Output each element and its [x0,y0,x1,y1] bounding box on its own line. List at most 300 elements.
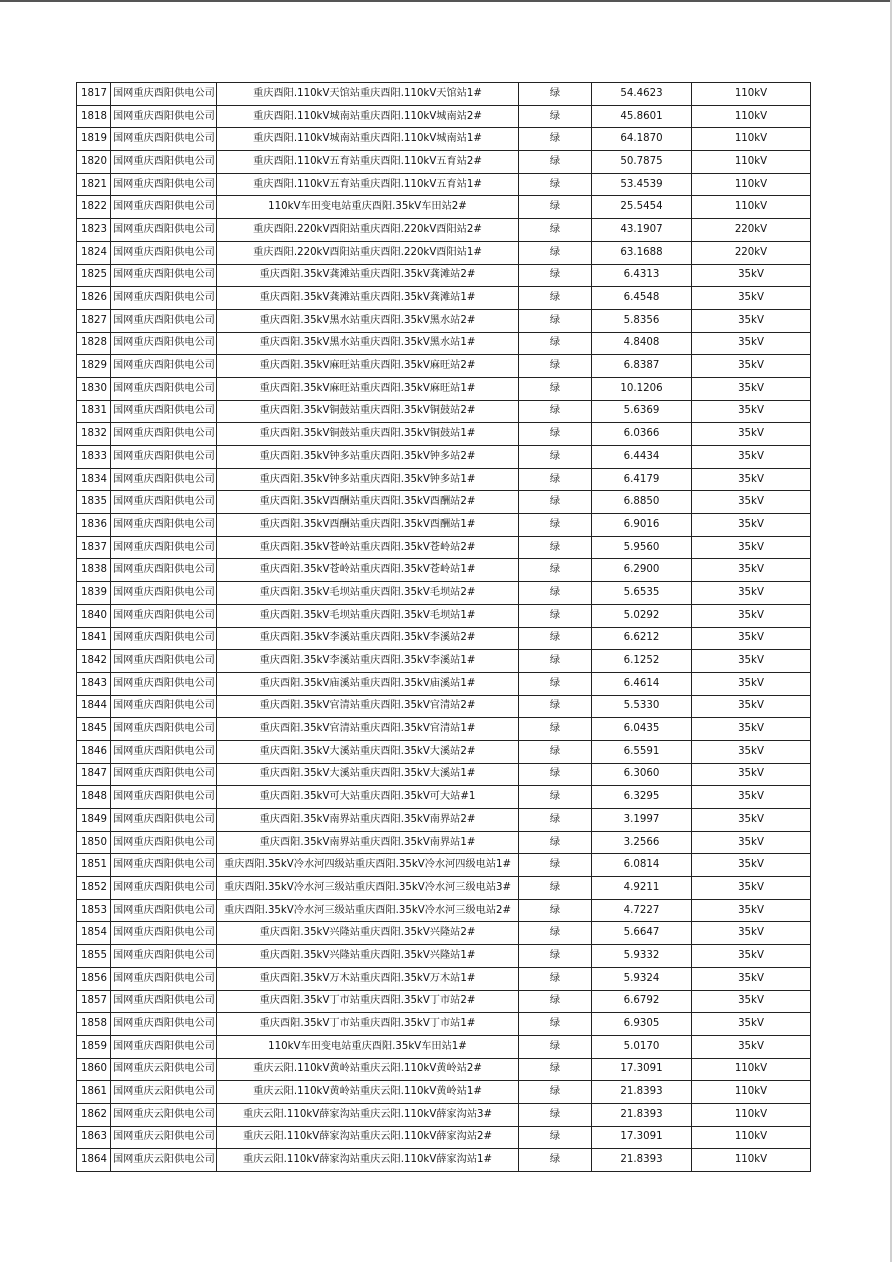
cell-value: 6.4434 [592,446,692,469]
cell-station-name: 重庆酉阳.35kV兴隆站重庆酉阳.35kV兴隆站2# [217,922,519,945]
cell-status-color: 绿 [519,264,592,287]
cell-station-name: 重庆酉阳.35kV可大站重庆酉阳.35kV可大站#1 [217,786,519,809]
cell-company: 国网重庆酉阳供电公司 [111,831,217,854]
cell-index: 1845 [77,718,111,741]
cell-company: 国网重庆酉阳供电公司 [111,377,217,400]
table-row [77,877,811,900]
cell-index: 1861 [77,1081,111,1104]
cell-value: 63.1688 [592,241,692,264]
cell-station-name: 重庆酉阳.35kV李溪站重庆酉阳.35kV李溪站2# [217,627,519,650]
cell-status-color: 绿 [519,105,592,128]
cell-status-color: 绿 [519,740,592,763]
cell-voltage: 35kV [692,400,811,423]
cell-voltage: 35kV [692,1035,811,1058]
cell-index: 1849 [77,809,111,832]
cell-value: 5.5330 [592,695,692,718]
cell-index: 1819 [77,128,111,151]
cell-station-name: 重庆酉阳.35kV酉酬站重庆酉阳.35kV酉酬站2# [217,491,519,514]
cell-voltage: 35kV [692,582,811,605]
cell-voltage: 110kV [692,173,811,196]
cell-value: 6.8850 [592,491,692,514]
cell-index: 1842 [77,650,111,673]
cell-status-color: 绿 [519,446,592,469]
cell-value: 10.1206 [592,377,692,400]
cell-company: 国网重庆酉阳供电公司 [111,468,217,491]
cell-station-name: 重庆酉阳.35kV铜鼓站重庆酉阳.35kV铜鼓站2# [217,400,519,423]
cell-value: 5.8356 [592,309,692,332]
cell-index: 1838 [77,559,111,582]
cell-index: 1835 [77,491,111,514]
cell-status-color: 绿 [519,763,592,786]
cell-station-name: 重庆酉阳.220kV酉阳站重庆酉阳.220kV酉阳站1# [217,241,519,264]
cell-status-color: 绿 [519,514,592,537]
cell-voltage: 110kV [692,1058,811,1081]
cell-value: 5.9332 [592,945,692,968]
cell-station-name: 重庆云阳.110kV薛家沟站重庆云阳.110kV薛家沟站1# [217,1149,519,1172]
cell-index: 1864 [77,1149,111,1172]
cell-company: 国网重庆酉阳供电公司 [111,763,217,786]
cell-value: 25.5454 [592,196,692,219]
cell-station-name: 重庆酉阳.35kV麻旺站重庆酉阳.35kV麻旺站2# [217,355,519,378]
table-row [77,332,811,355]
cell-company: 国网重庆酉阳供电公司 [111,83,217,106]
cell-index: 1847 [77,763,111,786]
cell-index: 1862 [77,1103,111,1126]
cell-station-name: 重庆酉阳.35kV麻旺站重庆酉阳.35kV麻旺站1# [217,377,519,400]
cell-status-color: 绿 [519,377,592,400]
cell-company: 国网重庆酉阳供电公司 [111,173,217,196]
cell-station-name: 重庆云阳.110kV薛家沟站重庆云阳.110kV薛家沟站3# [217,1103,519,1126]
table-row [77,718,811,741]
cell-index: 1858 [77,1013,111,1036]
table-row [77,1035,811,1058]
cell-station-name: 重庆酉阳.35kV庙溪站重庆酉阳.35kV庙溪站1# [217,672,519,695]
cell-company: 国网重庆酉阳供电公司 [111,695,217,718]
cell-index: 1850 [77,831,111,854]
cell-status-color: 绿 [519,1035,592,1058]
cell-station-name: 重庆酉阳.35kV苍岭站重庆酉阳.35kV苍岭站1# [217,559,519,582]
cell-station-name: 重庆酉阳.35kV铜鼓站重庆酉阳.35kV铜鼓站1# [217,423,519,446]
table-row [77,128,811,151]
cell-status-color: 绿 [519,1126,592,1149]
cell-voltage: 35kV [692,309,811,332]
cell-company: 国网重庆酉阳供电公司 [111,446,217,469]
cell-value: 5.6535 [592,582,692,605]
cell-station-name: 重庆酉阳.35kV龚滩站重庆酉阳.35kV龚滩站1# [217,287,519,310]
cell-index: 1824 [77,241,111,264]
cell-company: 国网重庆酉阳供电公司 [111,309,217,332]
cell-voltage: 35kV [692,740,811,763]
cell-company: 国网重庆酉阳供电公司 [111,604,217,627]
cell-voltage: 35kV [692,650,811,673]
cell-status-color: 绿 [519,809,592,832]
cell-status-color: 绿 [519,400,592,423]
table-row [77,105,811,128]
cell-company: 国网重庆酉阳供电公司 [111,718,217,741]
cell-voltage: 35kV [692,491,811,514]
cell-value: 45.8601 [592,105,692,128]
cell-index: 1843 [77,672,111,695]
cell-value: 6.9305 [592,1013,692,1036]
cell-company: 国网重庆酉阳供电公司 [111,672,217,695]
table-row [77,287,811,310]
cell-company: 国网重庆酉阳供电公司 [111,922,217,945]
cell-company: 国网重庆酉阳供电公司 [111,854,217,877]
table-body [77,83,811,1172]
cell-index: 1851 [77,854,111,877]
cell-value: 5.0170 [592,1035,692,1058]
cell-status-color: 绿 [519,128,592,151]
cell-voltage: 110kV [692,128,811,151]
cell-status-color: 绿 [519,332,592,355]
cell-station-name: 重庆酉阳.35kV钟多站重庆酉阳.35kV钟多站2# [217,446,519,469]
cell-company: 国网重庆酉阳供电公司 [111,491,217,514]
cell-station-name: 重庆云阳.110kV薛家沟站重庆云阳.110kV薛家沟站2# [217,1126,519,1149]
table-row [77,559,811,582]
cell-status-color: 绿 [519,786,592,809]
cell-voltage: 35kV [692,854,811,877]
table-row [77,831,811,854]
table-row [77,491,811,514]
cell-station-name: 重庆酉阳.35kV官清站重庆酉阳.35kV官清站2# [217,695,519,718]
table-row [77,922,811,945]
cell-index: 1818 [77,105,111,128]
cell-index: 1832 [77,423,111,446]
cell-value: 6.5591 [592,740,692,763]
cell-status-color: 绿 [519,151,592,174]
cell-voltage: 35kV [692,899,811,922]
cell-status-color: 绿 [519,604,592,627]
cell-station-name: 重庆酉阳.35kV南界站重庆酉阳.35kV南界站2# [217,809,519,832]
cell-status-color: 绿 [519,241,592,264]
cell-company: 国网重庆酉阳供电公司 [111,105,217,128]
cell-voltage: 35kV [692,763,811,786]
cell-value: 43.1907 [592,219,692,242]
cell-status-color: 绿 [519,990,592,1013]
page-top-border [0,0,892,2]
cell-station-name: 重庆酉阳.35kV黑水站重庆酉阳.35kV黑水站2# [217,309,519,332]
table-row [77,514,811,537]
cell-status-color: 绿 [519,695,592,718]
cell-value: 6.4313 [592,264,692,287]
cell-status-color: 绿 [519,877,592,900]
table-row [77,1103,811,1126]
cell-company: 国网重庆酉阳供电公司 [111,740,217,763]
cell-voltage: 35kV [692,332,811,355]
cell-index: 1833 [77,446,111,469]
cell-station-name: 重庆酉阳.35kV大溪站重庆酉阳.35kV大溪站1# [217,763,519,786]
cell-status-color: 绿 [519,967,592,990]
cell-station-name: 重庆酉阳.35kV李溪站重庆酉阳.35kV李溪站1# [217,650,519,673]
cell-value: 5.6647 [592,922,692,945]
cell-voltage: 35kV [692,536,811,559]
cell-company: 国网重庆酉阳供电公司 [111,809,217,832]
table-row [77,582,811,605]
cell-index: 1825 [77,264,111,287]
cell-company: 国网重庆酉阳供电公司 [111,967,217,990]
cell-voltage: 110kV [692,1081,811,1104]
cell-company: 国网重庆酉阳供电公司 [111,990,217,1013]
cell-voltage: 110kV [692,196,811,219]
cell-status-color: 绿 [519,536,592,559]
cell-status-color: 绿 [519,1013,592,1036]
cell-company: 国网重庆酉阳供电公司 [111,877,217,900]
cell-value: 5.9560 [592,536,692,559]
cell-voltage: 110kV [692,1149,811,1172]
cell-voltage: 35kV [692,967,811,990]
cell-company: 国网重庆酉阳供电公司 [111,1035,217,1058]
table-row [77,219,811,242]
table-row [77,173,811,196]
cell-voltage: 110kV [692,1103,811,1126]
cell-voltage: 35kV [692,877,811,900]
cell-voltage: 35kV [692,423,811,446]
cell-value: 6.0435 [592,718,692,741]
cell-voltage: 35kV [692,377,811,400]
table-row [77,650,811,673]
cell-index: 1821 [77,173,111,196]
cell-station-name: 重庆酉阳.35kV官清站重庆酉阳.35kV官清站1# [217,718,519,741]
table-row [77,740,811,763]
cell-company: 国网重庆酉阳供电公司 [111,899,217,922]
table-row [77,990,811,1013]
cell-index: 1817 [77,83,111,106]
cell-value: 21.8393 [592,1103,692,1126]
table-row [77,264,811,287]
cell-value: 17.3091 [592,1126,692,1149]
cell-status-color: 绿 [519,627,592,650]
cell-value: 6.4548 [592,287,692,310]
cell-voltage: 35kV [692,695,811,718]
cell-status-color: 绿 [519,468,592,491]
cell-index: 1840 [77,604,111,627]
cell-index: 1846 [77,740,111,763]
cell-value: 6.3060 [592,763,692,786]
cell-voltage: 220kV [692,241,811,264]
cell-company: 国网重庆云阳供电公司 [111,1103,217,1126]
table-row [77,809,811,832]
cell-station-name: 110kV车田变电站重庆酉阳.35kV车田站2# [217,196,519,219]
cell-value: 21.8393 [592,1149,692,1172]
cell-voltage: 220kV [692,219,811,242]
cell-company: 国网重庆云阳供电公司 [111,1149,217,1172]
cell-value: 6.8387 [592,355,692,378]
cell-value: 6.4179 [592,468,692,491]
table-row [77,945,811,968]
cell-station-name: 重庆酉阳.35kV钟多站重庆酉阳.35kV钟多站1# [217,468,519,491]
cell-index: 1857 [77,990,111,1013]
cell-company: 国网重庆酉阳供电公司 [111,264,217,287]
cell-status-color: 绿 [519,899,592,922]
cell-index: 1837 [77,536,111,559]
cell-voltage: 35kV [692,831,811,854]
cell-status-color: 绿 [519,219,592,242]
table-row [77,151,811,174]
cell-voltage: 35kV [692,786,811,809]
cell-index: 1822 [77,196,111,219]
cell-voltage: 35kV [692,287,811,310]
cell-status-color: 绿 [519,309,592,332]
cell-status-color: 绿 [519,945,592,968]
cell-status-color: 绿 [519,559,592,582]
table-row [77,786,811,809]
cell-station-name: 重庆酉阳.35kV冷水河四级站重庆酉阳.35kV冷水河四级电站1# [217,854,519,877]
cell-status-color: 绿 [519,672,592,695]
cell-company: 国网重庆酉阳供电公司 [111,514,217,537]
cell-company: 国网重庆酉阳供电公司 [111,332,217,355]
table-row [77,899,811,922]
cell-value: 6.1252 [592,650,692,673]
cell-value: 53.4539 [592,173,692,196]
cell-value: 6.0366 [592,423,692,446]
cell-company: 国网重庆酉阳供电公司 [111,287,217,310]
cell-value: 50.7875 [592,151,692,174]
cell-index: 1831 [77,400,111,423]
cell-station-name: 重庆酉阳.35kV冷水河三级站重庆酉阳.35kV冷水河三级电站3# [217,877,519,900]
cell-company: 国网重庆云阳供电公司 [111,1058,217,1081]
cell-voltage: 35kV [692,718,811,741]
cell-status-color: 绿 [519,1149,592,1172]
cell-index: 1855 [77,945,111,968]
cell-station-name: 重庆酉阳.110kV五育站重庆酉阳.110kV五育站2# [217,151,519,174]
table-row [77,627,811,650]
cell-value: 6.6212 [592,627,692,650]
cell-station-name: 重庆酉阳.35kV丁市站重庆酉阳.35kV丁市站1# [217,1013,519,1036]
cell-station-name: 重庆酉阳.35kV龚滩站重庆酉阳.35kV龚滩站2# [217,264,519,287]
cell-value: 3.2566 [592,831,692,854]
cell-voltage: 35kV [692,672,811,695]
cell-company: 国网重庆酉阳供电公司 [111,650,217,673]
table-row [77,400,811,423]
cell-index: 1859 [77,1035,111,1058]
cell-index: 1836 [77,514,111,537]
cell-company: 国网重庆酉阳供电公司 [111,196,217,219]
cell-value: 6.4614 [592,672,692,695]
table-row [77,536,811,559]
cell-company: 国网重庆酉阳供电公司 [111,536,217,559]
table-row [77,1058,811,1081]
cell-value: 6.3295 [592,786,692,809]
cell-value: 6.0814 [592,854,692,877]
cell-index: 1829 [77,355,111,378]
cell-company: 国网重庆酉阳供电公司 [111,945,217,968]
cell-index: 1854 [77,922,111,945]
cell-voltage: 35kV [692,446,811,469]
cell-company: 国网重庆酉阳供电公司 [111,241,217,264]
cell-index: 1839 [77,582,111,605]
table-row [77,355,811,378]
cell-station-name: 重庆酉阳.35kV冷水河三级站重庆酉阳.35kV冷水河三级电站2# [217,899,519,922]
cell-voltage: 35kV [692,922,811,945]
table-row [77,854,811,877]
cell-company: 国网重庆酉阳供电公司 [111,627,217,650]
table-row [77,241,811,264]
cell-value: 6.2900 [592,559,692,582]
cell-company: 国网重庆酉阳供电公司 [111,128,217,151]
cell-station-name: 重庆酉阳.35kV毛坝站重庆酉阳.35kV毛坝站1# [217,604,519,627]
table-row [77,1013,811,1036]
table-row [77,763,811,786]
table-row [77,196,811,219]
cell-company: 国网重庆云阳供电公司 [111,1081,217,1104]
cell-station-name: 重庆酉阳.110kV城南站重庆酉阳.110kV城南站1# [217,128,519,151]
cell-index: 1860 [77,1058,111,1081]
cell-value: 64.1870 [592,128,692,151]
cell-company: 国网重庆酉阳供电公司 [111,151,217,174]
cell-index: 1856 [77,967,111,990]
cell-index: 1823 [77,219,111,242]
cell-voltage: 110kV [692,1126,811,1149]
cell-voltage: 110kV [692,105,811,128]
cell-status-color: 绿 [519,922,592,945]
cell-voltage: 35kV [692,264,811,287]
cell-status-color: 绿 [519,1081,592,1104]
cell-company: 国网重庆酉阳供电公司 [111,400,217,423]
cell-value: 3.1997 [592,809,692,832]
cell-station-name: 重庆酉阳.110kV五育站重庆酉阳.110kV五育站1# [217,173,519,196]
cell-voltage: 35kV [692,945,811,968]
cell-status-color: 绿 [519,355,592,378]
table-row [77,377,811,400]
cell-index: 1830 [77,377,111,400]
cell-station-name: 重庆云阳.110kV黄岭站重庆云阳.110kV黄岭站2# [217,1058,519,1081]
cell-value: 6.9016 [592,514,692,537]
cell-index: 1853 [77,899,111,922]
cell-voltage: 35kV [692,559,811,582]
cell-value: 4.9211 [592,877,692,900]
cell-station-name: 重庆酉阳.110kV城南站重庆酉阳.110kV城南站2# [217,105,519,128]
cell-value: 54.4623 [592,83,692,106]
cell-station-name: 重庆酉阳.35kV兴隆站重庆酉阳.35kV兴隆站1# [217,945,519,968]
cell-station-name: 重庆云阳.110kV黄岭站重庆云阳.110kV黄岭站1# [217,1081,519,1104]
cell-value: 5.0292 [592,604,692,627]
cell-voltage: 35kV [692,355,811,378]
cell-voltage: 35kV [692,514,811,537]
cell-index: 1844 [77,695,111,718]
table-row [77,695,811,718]
cell-status-color: 绿 [519,650,592,673]
cell-company: 国网重庆酉阳供电公司 [111,1013,217,1036]
cell-company: 国网重庆酉阳供电公司 [111,219,217,242]
cell-status-color: 绿 [519,718,592,741]
cell-voltage: 35kV [692,809,811,832]
cell-station-name: 重庆酉阳.35kV毛坝站重庆酉阳.35kV毛坝站2# [217,582,519,605]
cell-company: 国网重庆酉阳供电公司 [111,786,217,809]
cell-value: 4.7227 [592,899,692,922]
table-row [77,604,811,627]
table-row [77,967,811,990]
table-row [77,83,811,106]
cell-index: 1863 [77,1126,111,1149]
cell-station-name: 110kV车田变电站重庆酉阳.35kV车田站1# [217,1035,519,1058]
cell-company: 国网重庆酉阳供电公司 [111,582,217,605]
cell-value: 6.6792 [592,990,692,1013]
table-row [77,423,811,446]
cell-status-color: 绿 [519,854,592,877]
table-row [77,1081,811,1104]
cell-company: 国网重庆酉阳供电公司 [111,355,217,378]
cell-station-name: 重庆酉阳.220kV酉阳站重庆酉阳.220kV酉阳站2# [217,219,519,242]
cell-status-color: 绿 [519,83,592,106]
table-row [77,1149,811,1172]
cell-station-name: 重庆酉阳.35kV酉酬站重庆酉阳.35kV酉酬站1# [217,514,519,537]
cell-company: 国网重庆云阳供电公司 [111,1126,217,1149]
table-row [77,672,811,695]
cell-station-name: 重庆酉阳.35kV大溪站重庆酉阳.35kV大溪站2# [217,740,519,763]
cell-value: 5.6369 [592,400,692,423]
data-table [76,82,811,1172]
cell-station-name: 重庆酉阳.35kV万木站重庆酉阳.35kV万木站1# [217,967,519,990]
